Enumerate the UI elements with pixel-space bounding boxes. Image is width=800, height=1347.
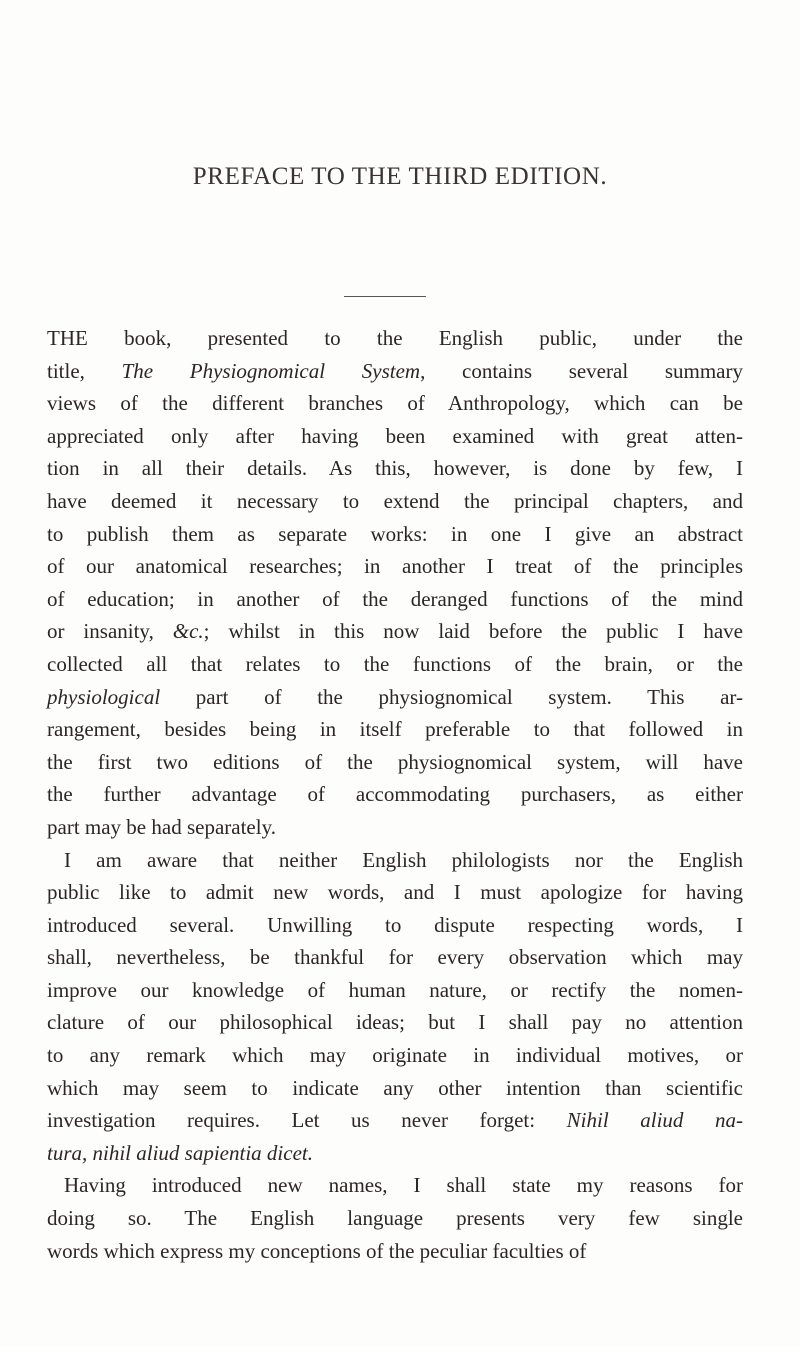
- text-line: [47, 909, 743, 942]
- text-run: to any remark which may originate in individual motives, or: [47, 1043, 743, 1068]
- preface-body: [47, 322, 743, 1267]
- text-run: public like to admit new words, and I must apologize for having: [47, 880, 743, 905]
- title-divider: [344, 296, 426, 297]
- text-line: [47, 941, 743, 974]
- text-run: rangement, besides being in itself preferable to that followed in: [47, 717, 743, 742]
- text-run: THE book, presented to the English public, under the: [47, 326, 743, 350]
- text-line: [47, 1104, 743, 1137]
- text-line: [47, 713, 743, 746]
- text-line: [47, 844, 743, 877]
- text-run: shall, nevertheless, be thankful for every observation which may: [47, 945, 743, 970]
- text-run: tion in all their details. As this, however, is done by few, I: [47, 456, 743, 481]
- text-run: part of the physiognomical system. This ar-: [160, 684, 743, 709]
- text-run: to publish them as separate works: in one I give an abstract: [47, 521, 743, 546]
- text-line: [47, 974, 743, 1007]
- text-run: I am aware that neither English philologists nor the English: [64, 847, 743, 872]
- text-line: [47, 746, 743, 779]
- text-run: or insanity,: [47, 619, 173, 644]
- text-run: Having introduced new names, I shall state my reasons for: [64, 1173, 743, 1198]
- text-run: part may be had separately.: [47, 814, 276, 839]
- text-run: which may seem to indicate any other intention than scientific: [47, 1075, 743, 1100]
- text-line: [47, 1039, 743, 1072]
- text-line: [47, 1169, 743, 1202]
- text-run: of our anatomical researches; in another I treat of the principles: [47, 554, 743, 579]
- text-run: the first two editions of the physiognomical system, will have: [47, 749, 743, 774]
- italic-text-run: The Physiognomical System: [121, 358, 421, 383]
- text-line: [47, 876, 743, 909]
- text-run: the further advantage of accommodating purchasers, as either: [47, 782, 743, 807]
- text-run: improve our knowledge of human nature, or rectify the nomen-: [47, 977, 743, 1002]
- text-line: [47, 615, 743, 648]
- italic-text-run: physiological: [47, 684, 161, 709]
- text-run: appreciated only after having been examined with great atten-: [47, 423, 743, 448]
- text-run: clature of our philosophical ideas; but I shall pay no attention: [47, 1010, 743, 1035]
- text-line: [47, 1072, 743, 1105]
- text-line: [47, 778, 743, 811]
- text-line: [47, 1202, 743, 1235]
- text-run: collected all that relates to the functions of the brain, or the: [47, 651, 743, 676]
- text-line: [47, 420, 743, 453]
- italic-text-run: &c.: [172, 619, 204, 644]
- text-run: doing so. The English language presents very few single: [47, 1206, 743, 1231]
- text-line: [47, 583, 743, 616]
- text-line: [47, 1137, 743, 1170]
- text-line: [47, 452, 743, 485]
- text-run: words which express my conceptions of the peculiar faculties of: [47, 1238, 587, 1263]
- text-run: ; whilst in this now laid before the public I have: [203, 619, 743, 644]
- text-run: introduced several. Unwilling to dispute respecting words, I: [47, 912, 743, 937]
- text-run: investigation requires. Let us never forget:: [47, 1108, 567, 1133]
- text-line: [47, 811, 743, 844]
- italic-text-run: Nihil aliud na-: [566, 1108, 743, 1133]
- text-line: [47, 387, 743, 420]
- text-line: [47, 1006, 743, 1039]
- text-line: [47, 648, 743, 681]
- text-run: views of the different branches of Anthropology, which can be: [47, 391, 743, 416]
- text-line: [47, 518, 743, 551]
- text-run: title,: [47, 358, 122, 383]
- text-line: [47, 322, 743, 355]
- page-title: PREFACE TO THE THIRD EDITION.: [192, 163, 608, 190]
- text-line: [47, 355, 743, 388]
- italic-text-run: tura, nihil aliud sapientia dicet.: [47, 1140, 313, 1165]
- text-line: [47, 681, 743, 714]
- text-line: [47, 485, 743, 518]
- text-run: have deemed it necessary to extend the principal chapters, and: [47, 488, 743, 513]
- text-run: , contains several summary: [420, 358, 743, 383]
- text-line: [47, 550, 743, 583]
- text-line: [47, 1235, 743, 1268]
- text-run: of education; in another of the deranged functions of the mind: [47, 586, 743, 611]
